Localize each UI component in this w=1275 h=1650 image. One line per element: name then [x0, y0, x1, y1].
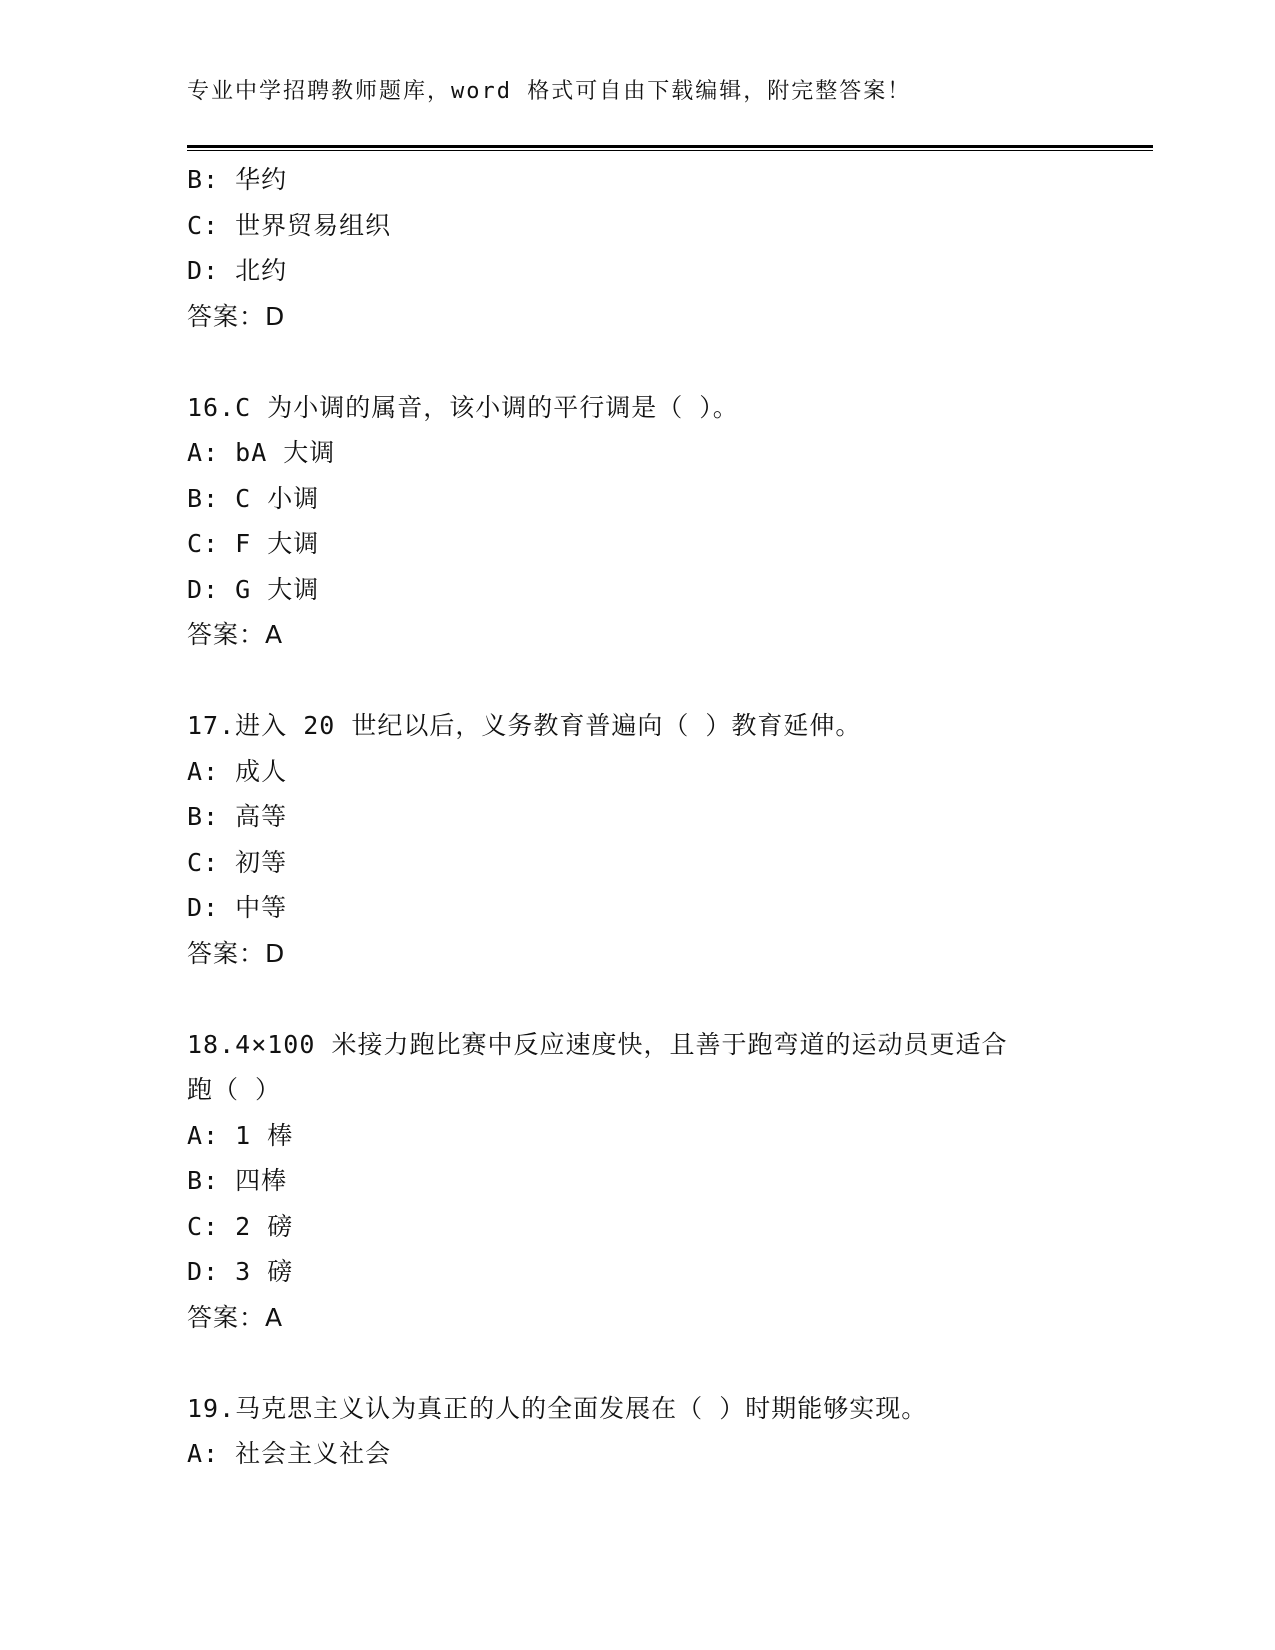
header-rule-thin: [187, 150, 1153, 151]
option-line: B: 四棒: [187, 1166, 288, 1195]
page-header: 专业中学招聘教师题库，word 格式可自由下载编辑，附完整答案！: [187, 79, 912, 104]
option-line: D: G 大调: [187, 574, 320, 604]
prev-question-block: [187, 157, 1087, 339]
option-line: A: 成人: [187, 756, 288, 786]
question-stem: 17.进入 20 世纪以后，义务教育普遍向（ ）教育延伸。: [187, 711, 862, 740]
question-stem: 19.马克思主义认为真正的人的全面发展在（ ）时期能够实现。: [187, 1393, 928, 1423]
option-line: D: 3 磅: [187, 1257, 294, 1286]
option-line: D: 北约: [187, 256, 288, 285]
option-line: B: 华约: [187, 165, 288, 194]
option-line: C: 世界贸易组织: [187, 210, 392, 240]
question-stem: 18.4×100 米接力跑比赛中反应速度快，且善于跑弯道的运动员更适合: [187, 1029, 1008, 1059]
option-line: A: 1 棒: [187, 1120, 294, 1150]
option-line: A: bA 大调: [187, 438, 336, 467]
question-stem-continued: 跑（ ）: [187, 1075, 282, 1104]
option-line: B: C 小调: [187, 483, 320, 513]
option-line: B: 高等: [187, 802, 288, 831]
question-19: [187, 1386, 1087, 1477]
question-16: [187, 385, 1087, 658]
option-line: D: 中等: [187, 893, 288, 922]
question-stem: 16.C 为小调的属音，该小调的平行调是（ ）。: [187, 392, 739, 422]
option-line: C: 初等: [187, 847, 288, 877]
question-content: [187, 157, 1087, 1477]
answer-line: 答案：A: [187, 1302, 284, 1332]
option-line: A: 社会主义社会: [187, 1439, 392, 1468]
option-line: C: 2 磅: [187, 1211, 294, 1241]
question-18: [187, 1022, 1087, 1341]
answer-line: 答案：D: [187, 301, 286, 331]
answer-line: 答案：A: [187, 620, 284, 649]
option-line: C: F 大调: [187, 529, 320, 558]
question-17: [187, 703, 1087, 976]
header-rule-thick: [187, 145, 1153, 148]
answer-line: 答案：D: [187, 938, 286, 968]
